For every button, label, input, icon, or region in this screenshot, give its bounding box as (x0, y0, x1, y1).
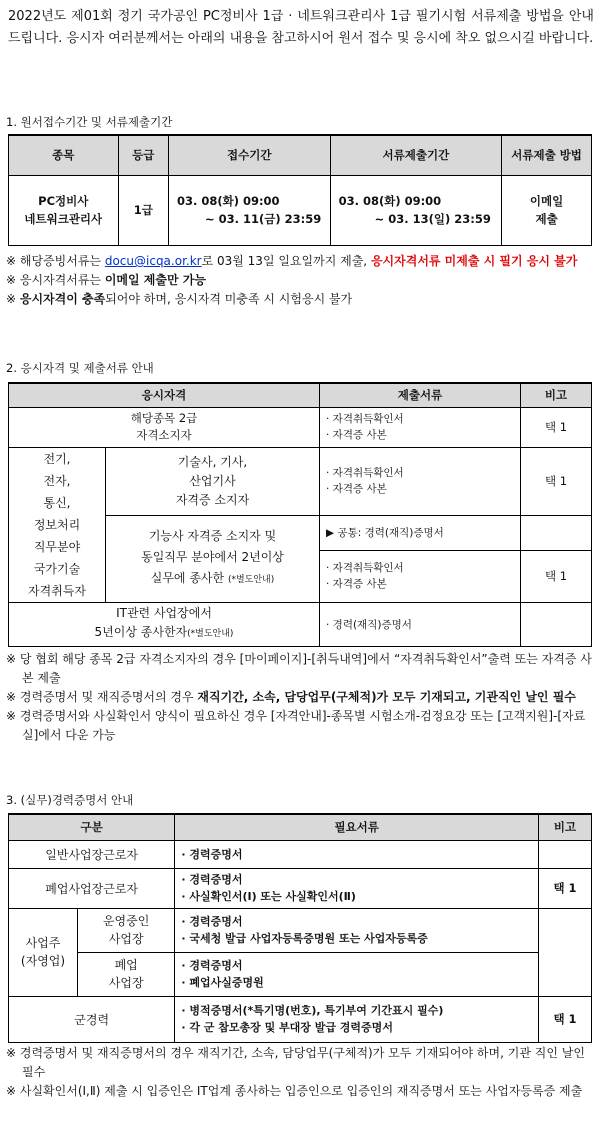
qual-craftsman: 기능사 자격증 소지자 및 동일직무 분야에서 2년이상 실무에 종사한 (*별도안내) (106, 515, 320, 602)
docs-closed-worker: · 경력증명서 · 사실확인서(Ⅰ) 또는 사실확인서(Ⅱ) (175, 868, 539, 908)
th-documents: 제출서류 (320, 383, 521, 407)
th-doc-period: 서류제출기간 (330, 135, 502, 175)
note-qualification: ※ 응시자격이 충족되어야 하며, 응시자격 미충족 시 시험응시 불가 (6, 292, 353, 306)
th-remark: 비고 (521, 383, 592, 407)
cat-closed-worker: 폐업사업장근로자 (9, 868, 175, 908)
group-national-tech: 전기, 전자, 통신, 정보처리 직무분야 국가기술 자격취득자 (9, 447, 106, 602)
section-3-title: 3. (실무)경력증명서 안내 (6, 793, 134, 807)
section-2-title: 2. 응시자격 및 제출서류 안내 (6, 361, 154, 375)
note-career-cert: ※ 경력증명서 및 재직증명서의 경우 재직기간, 소속, 담당업무(구체적)가 모두 기재되고, 기관직인 날인 필수 (6, 690, 576, 704)
qual-row-grade2: 해당종목 2급 자격소지자 (9, 407, 320, 447)
remark-general (539, 840, 592, 868)
reg-start: 03. 08(화) 09:00 (176, 194, 280, 208)
note-career-fields: ※ 경력증명서 및 재직증명서의 경우 재직기간, 소속, 담당업무(구체적)가 모두 기재되어야 하며, 기관 직인 날인 필수 (6, 1046, 585, 1079)
cat-business-owner: 사업주 (자영업) (9, 908, 78, 996)
section-2-notes (6, 650, 594, 745)
remark-owner (539, 908, 592, 996)
note-forms-download: ※ 경력증명서와 사실확인서 양식이 필요하신 경우 [자격안내]-종목별 시험소개-검정요강 또는 [고객지원]-[자료실]에서 다운 가능 (6, 709, 586, 742)
cell-doc-period (330, 175, 502, 245)
qual-it-workplace: IT관련 사업장에서 5년이상 종사한자(*별도안내) (9, 602, 320, 646)
docs-row-3: · 자격취득확인서 · 자격증 사본 (320, 550, 521, 602)
th-required-docs: 필요서류 (175, 814, 539, 840)
note-grade2-holder: ※ 당 협회 해당 종목 2급 자격소지자의 경우 [마이페이지]-[취득내역]에서 “자격취득확인서”출력 또는 자격증 사본 제출 (6, 652, 592, 685)
cell-subject (9, 175, 119, 245)
remark-row-3: 택 1 (521, 550, 592, 602)
docs-closed-business: · 경력증명서 · 폐업사실증명원 (175, 952, 539, 996)
section-1-title: 1. 원서접수기간 및 서류제출기간 (6, 115, 173, 129)
th-remark-3: 비고 (539, 814, 592, 840)
sub-closed: 폐업 사업장 (78, 952, 175, 996)
qualification-table (8, 382, 592, 647)
cell-reg-period (168, 175, 330, 245)
docs-common: ▶ 공통: 경력(재직)증명서 (320, 515, 521, 550)
docs-row-1: · 자격취득확인서 · 자격증 사본 (320, 407, 521, 447)
sub-operating: 운영중인 사업장 (78, 908, 175, 952)
doc-end: ~ 03. 13(일) 23:59 (374, 212, 491, 226)
reg-end: ~ 03. 11(금) 23:59 (204, 212, 322, 226)
th-reg-period: 접수기간 (168, 135, 330, 175)
th-method: 서류제출 방법 (502, 135, 592, 175)
remark-closed: 택 1 (539, 868, 592, 908)
career-table (8, 813, 592, 1043)
th-category: 구분 (9, 814, 175, 840)
doc-start: 03. 08(화) 09:00 (338, 194, 442, 208)
cat-general-worker: 일반사업장근로자 (9, 840, 175, 868)
th-subject: 종목 (9, 135, 119, 175)
remark-row-2: 택 1 (521, 447, 592, 515)
schedule-table (8, 134, 592, 246)
th-grade: 등급 (118, 135, 168, 175)
note-fact-confirmation: ※ 사실확인서(Ⅰ,Ⅱ) 제출 시 입증인은 IT업계 종사하는 입증인으로 입증인의 재직증명서 또는 사업자등록증 제출 (6, 1084, 583, 1098)
docs-row-2: · 자격취득확인서 · 자격증 사본 (320, 447, 521, 515)
email-link[interactable]: docu@icqa.or.kr (104, 254, 202, 268)
cell-grade: 1급 (118, 175, 168, 245)
qual-engineer: 기술사, 기사, 산업기사 자격증 소지자 (106, 447, 320, 515)
note-email-only: ※ 응시자격서류는 이메일 제출만 가능 (6, 273, 206, 287)
remark-military: 택 1 (539, 996, 592, 1042)
docs-military: · 병적증명서(*특기명(번호), 특기부여 기간표시 필수) · 각 군 참모총장 및 부대장 발급 경력증명서 (175, 996, 539, 1042)
intro-paragraph: 2022년도 제01회 정기 국가공인 PC정비사 1급 · 네트워크관리사 1급 필기시험 서류제출 방법을 안내드립니다. 응시자 여러분께서는 아래의 내용을 참고하시어 원서 접수 및 응시에 착오 없으시길 바랍니다. (8, 9, 594, 46)
remark-row-4 (521, 602, 592, 646)
subject-network: 네트워크관리사 (24, 212, 103, 226)
cell-method (502, 175, 592, 245)
section-3-notes (6, 1044, 594, 1101)
note-email: ※ 해당증빙서류는 docu@icqa.or.kr로 03월 13일 일요일까지 제출, 응시자격서류 미제출 시 필기 응시 불가 (6, 254, 578, 268)
docs-general-worker: · 경력증명서 (175, 840, 539, 868)
warning-text: 응시자격서류 미제출 시 필기 응시 불가 (370, 254, 578, 268)
docs-row-4: · 경력(재직)증명서 (320, 602, 521, 646)
cat-military: 군경력 (9, 996, 175, 1042)
method-submit: 제출 (535, 212, 558, 226)
th-qualification: 응시자격 (9, 383, 320, 407)
subject-pc: PC정비사 (38, 194, 89, 208)
section-1-notes (6, 252, 594, 309)
method-email: 이메일 (529, 194, 564, 208)
remark-row-1: 택 1 (521, 407, 592, 447)
docs-operating: · 경력증명서 · 국세청 발급 사업자등록증명원 또는 사업자등록증 (175, 908, 539, 952)
remark-common (521, 515, 592, 550)
